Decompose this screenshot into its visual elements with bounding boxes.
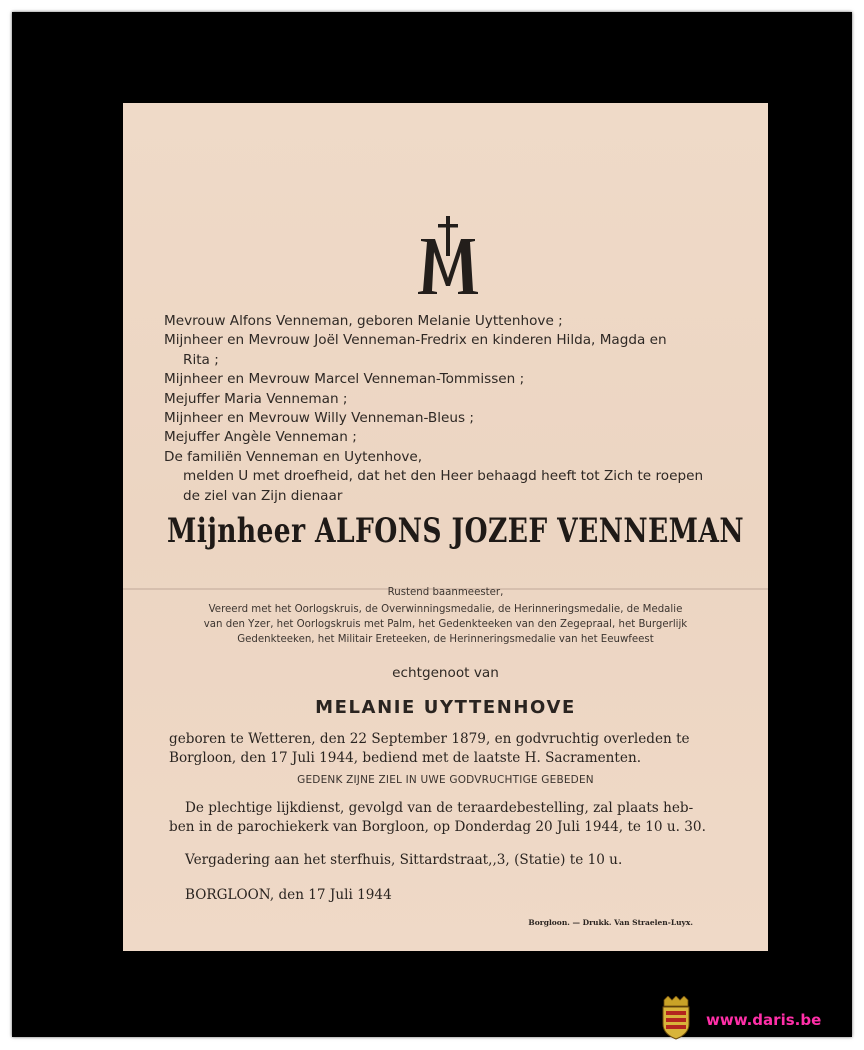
death-notice-card	[123, 103, 768, 951]
website-watermark: www.daris.be	[706, 1011, 822, 1029]
marian-monogram-cross-icon	[415, 216, 481, 296]
memento-line: GEDENK ZIJNE ZIEL IN UWE GODVRUCHTIGE GEBEDEN	[297, 774, 594, 786]
family-line: Mejuffer Maria Venneman ;	[164, 391, 348, 407]
family-line: Mevrouw Alfons Venneman, geboren Melanie Uyttenhove ;	[164, 313, 563, 329]
birth-death-line: Borgloon, den 17 Juli 1944, bediend met de laatste H. Sacramenten.	[169, 750, 642, 766]
announcement-line: melden U met droefheid, dat het den Heer behaagd heeft tot Zich te roepen	[183, 468, 704, 484]
place-date-line: BORGLOON, den 17 Juli 1944	[185, 887, 392, 903]
announcement-line: de ziel van Zijn dienaar	[183, 488, 343, 504]
service-line: De plechtige lijkdienst, gevolgd van de teraardebestelling, zal plaats heb-	[185, 800, 694, 816]
honors-line: Vereerd met het Oorlogskruis, de Overwinningsmedalie, de Herinneringsmedalie, de Medalie	[208, 604, 683, 615]
family-line: Mijnheer en Mevrouw Willy Venneman-Bleus ;	[164, 410, 474, 426]
family-line: Mijnheer en Mevrouw Joël Venneman-Fredrix en kinderen Hilda, Magda en	[164, 332, 667, 348]
printer-credit: Borgloon. — Drukk. Van Straelen-Luyx.	[528, 918, 693, 927]
spouse-name: MELANIE UYTTENHOVE	[315, 697, 576, 718]
service-line: ben in de parochiekerk van Borgloon, op Donderdag 20 Juli 1944, te 10 u. 30.	[169, 819, 706, 835]
family-line: Mijnheer en Mevrouw Marcel Venneman-Tommissen ;	[164, 371, 525, 387]
spouse-label: echtgenoot van	[392, 665, 499, 681]
family-line: De familiën Venneman en Uytenhove,	[164, 449, 423, 465]
honors-line: Gedenkteeken, het Militair Ereteeken, de Herinneringsmedalie van het Eeuwfeest	[237, 634, 654, 645]
honors-line: Rustend baanmeester,	[387, 587, 504, 598]
honors-line: van den Yzer, het Oorlogskruis met Palm, het Gedenkteeken van den Zegepraal, het Burgerlijk	[203, 619, 688, 630]
family-line: Mejuffer Angèle Venneman ;	[164, 429, 357, 445]
black-mat-frame	[12, 12, 852, 1037]
deceased-name: Mijnheer ALFONS JOZEF VENNEMAN	[167, 511, 744, 551]
gathering-line: Vergadering aan het sterfhuis, Sittardstraat,,3, (Statie) te 10 u.	[185, 852, 623, 868]
birth-death-line: geboren te Wetteren, den 22 September 1879, en godvruchtig overleden te	[169, 731, 690, 747]
family-line: Rita ;	[183, 352, 219, 368]
coat-of-arms-icon	[660, 996, 692, 1040]
